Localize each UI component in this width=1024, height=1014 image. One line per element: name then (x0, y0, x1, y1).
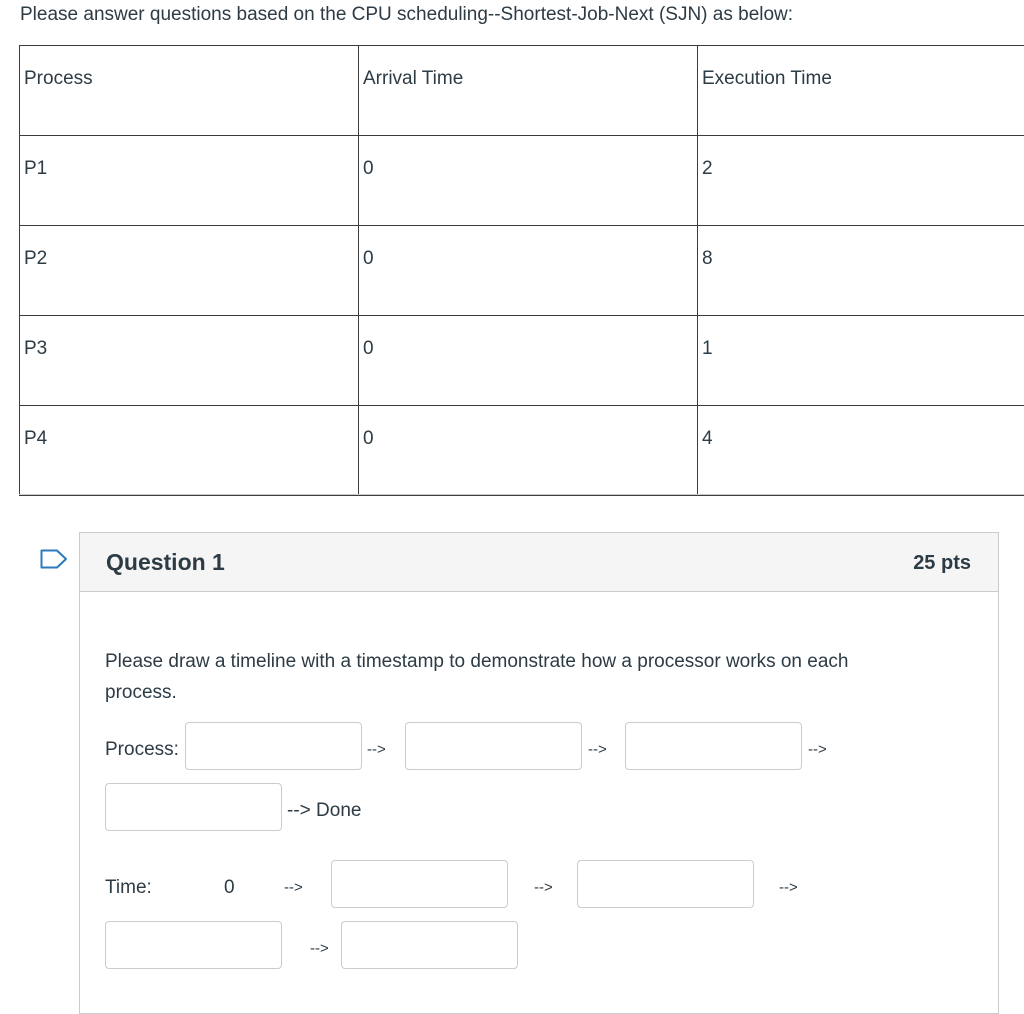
time-input-2[interactable] (577, 860, 754, 908)
process-label: Process: (105, 739, 179, 761)
process-table (19, 45, 1024, 496)
time-input-1[interactable] (331, 860, 508, 908)
process-input-2[interactable] (405, 722, 582, 770)
bookmark-icon[interactable] (40, 549, 68, 569)
header-arrival-time: Arrival Time (359, 46, 698, 136)
cell-execution: 4 (698, 406, 1024, 496)
section-divider (19, 494, 1024, 495)
header-process: Process (20, 46, 359, 136)
cell-process: P4 (20, 406, 359, 496)
time-input-4[interactable] (341, 921, 518, 969)
arrow: --> (284, 879, 303, 896)
table-row (20, 226, 1024, 316)
arrow: --> (588, 741, 607, 758)
intro-text: Please answer questions based on the CPU scheduling--Shortest-Job-Next (SJN) as below: (20, 4, 793, 26)
cell-execution: 8 (698, 226, 1024, 316)
cell-process: P2 (20, 226, 359, 316)
cell-arrival: 0 (359, 316, 698, 406)
question-text: Please draw a timeline with a timestamp to demonstrate how a processor works on each process. (105, 646, 925, 708)
arrow: --> (367, 741, 386, 758)
process-input-1[interactable] (185, 722, 362, 770)
question-header (80, 533, 998, 592)
arrow: --> (310, 940, 329, 957)
arrow: --> (534, 879, 553, 896)
table-row (20, 406, 1024, 496)
process-input-4[interactable] (105, 783, 282, 831)
cell-execution: 2 (698, 136, 1024, 226)
arrow: --> (808, 741, 827, 758)
time-label: Time: (105, 877, 152, 899)
header-execution-time: Execution Time (698, 46, 1024, 136)
table-row (20, 316, 1024, 406)
cell-process: P3 (20, 316, 359, 406)
cell-execution: 1 (698, 316, 1024, 406)
cell-process: P1 (20, 136, 359, 226)
arrow: --> (779, 879, 798, 896)
cell-arrival: 0 (359, 406, 698, 496)
question-title: Question 1 (106, 549, 225, 576)
table-row (20, 136, 1024, 226)
cell-arrival: 0 (359, 136, 698, 226)
process-input-3[interactable] (625, 722, 802, 770)
cell-arrival: 0 (359, 226, 698, 316)
table-header-row (20, 46, 1024, 136)
time-input-3[interactable] (105, 921, 282, 969)
question-points: 25 pts (913, 552, 971, 575)
time-start-value: 0 (224, 877, 235, 899)
done-label: --> Done (287, 800, 361, 822)
